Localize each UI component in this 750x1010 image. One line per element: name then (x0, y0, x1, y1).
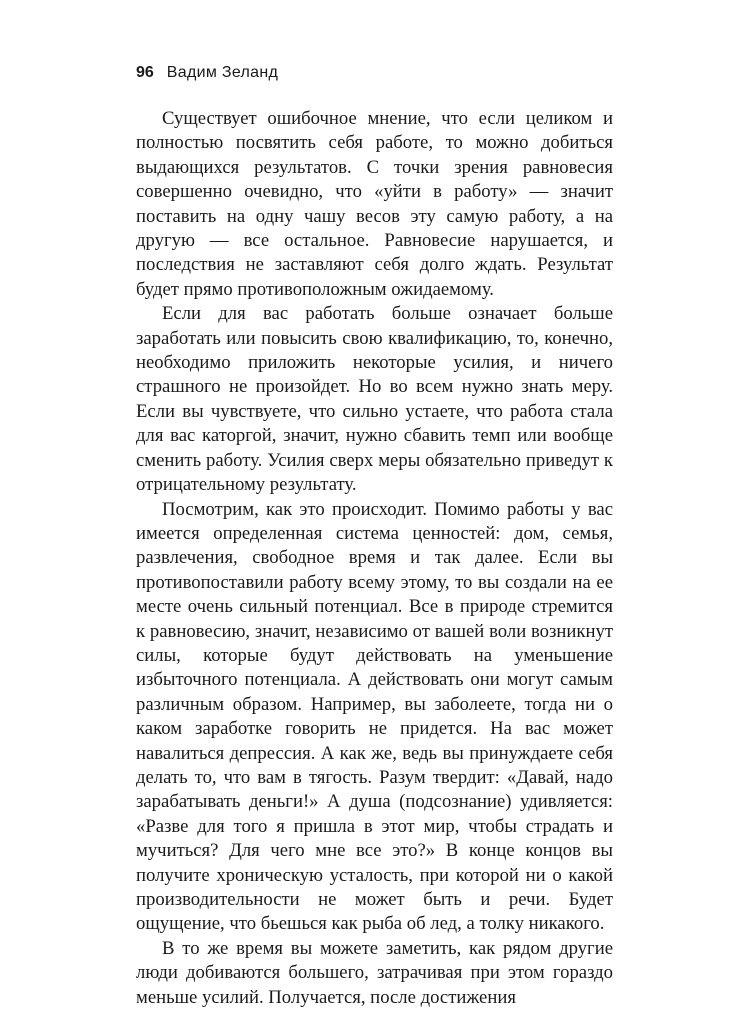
body-text (136, 107, 613, 1010)
paragraph: В то же время вы можете заметить, как рядом другие люди добиваются большего, затрачивая при этом гораздо меньше усилий. Получается, после достижения (136, 937, 613, 1008)
author-name: Вадим Зеланд (166, 64, 279, 81)
paragraph: Существует ошибочное мнение, что если целиком и полностью посвятить себя работе, то можно добиться выдающихся результатов. С точки зрения равновесия совершенно очевидно, что «уйти в работу» — значит поставить на одну чашу весов эту самую работу, а на другую — все остальное. Равновесие нарушается, и последствия не заставляют себя долго ждать. Результат будет прямо противоположным ожидаемому. (136, 108, 613, 300)
page-number: 96 (136, 64, 154, 81)
running-header (136, 64, 278, 82)
paragraph: Посмотрим, как это происходит. Помимо работы у вас имеется определенная система ценностей: дом, семья, развлечения, свободное время и так далее. Если вы противопоставили работу всему этому, то вы создали на ее месте очень сильный потенциал. Все в природе стремится к равновесию, значит, независимо от вашей воли возникнут силы, которые будут действовать на уменьшение избыточного потенциала. А действовать они могут самым различным образом. Например, вы заболеете, тогда ни о каком заработке говорить не придется. На вас может навалиться депрессия. А как же, ведь вы принуждаете себя делать то, что вам в тягость. Разум твердит: «Давай, надо зарабатывать деньги!» А душа (подсознание) удивляется: «Разве для того я пришла в этот мир, чтобы страдать и мучиться? Для чего мне все это?» В конце концов вы получите хроническую усталость, при которой ни о какой производительности не может быть и речи. Будет ощущение, что бьешься как рыба об лед, а толку никакого. (136, 498, 613, 935)
paragraph: Если для вас работать больше означает больше заработать или повысить свою квалификацию, то, конечно, необходимо приложить некоторые усилия, и ничего страшного не произойдет. Но во всем нужно знать меру. Если вы чувствуете, что сильно устаете, что работа стала для вас каторгой, значит, нужно сбавить темп или вообще сменить работу. Усилия сверх меры обязательно приведут к отрицательному результату. (136, 303, 613, 496)
